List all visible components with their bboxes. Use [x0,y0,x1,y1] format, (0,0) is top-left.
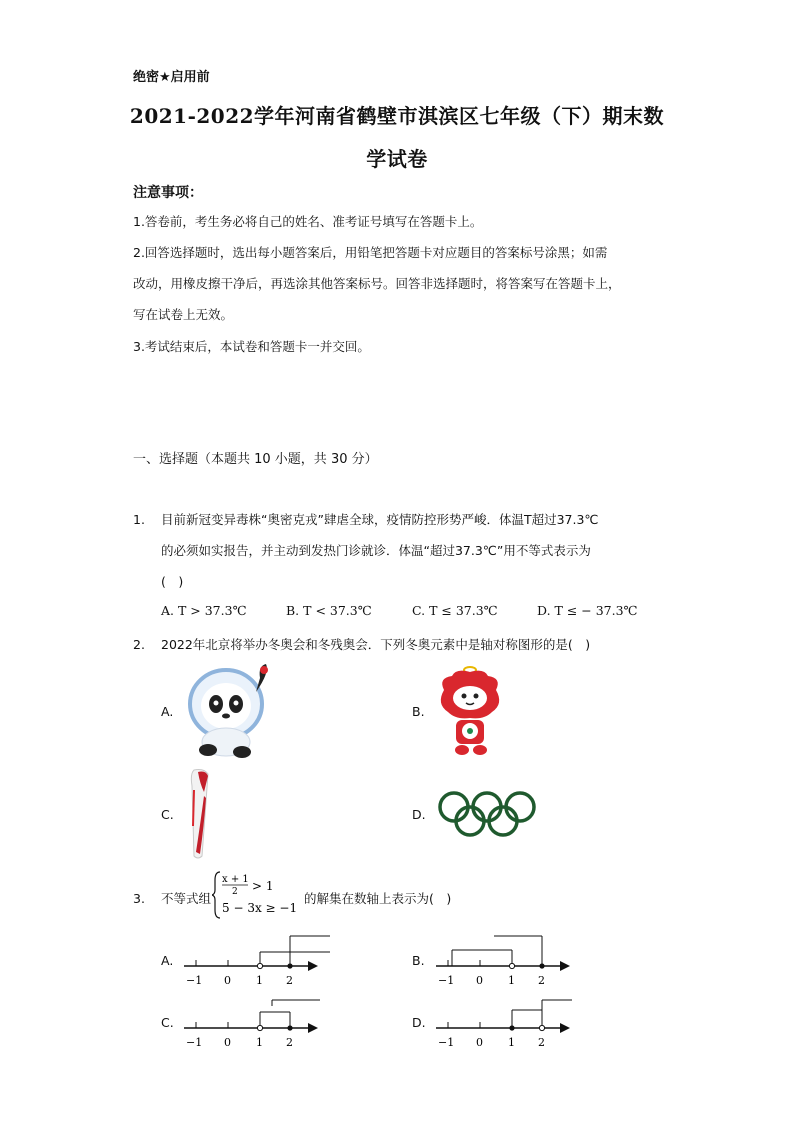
svg-text:2: 2 [538,1036,545,1049]
question-1-line-2: 的必须如实报告，并主动到发热门诊就诊．体温“超过37.3℃”用不等式表示为 [161,543,591,558]
section-heading: 一、选择题（本题共 10 小题，共 30 分） [133,452,378,467]
question-3-number: 3. [133,891,145,906]
question-1-option-c[interactable]: C. T ≤ 37.3℃ [412,603,498,618]
page-title: 2021-2022学年河南省鹤壁市淇滨区七年级（下）期末数 [129,104,665,128]
question-3-suffix: 的解集在数轴上表示为( ) [304,891,452,906]
lantern-mascot-image [434,660,506,758]
question-1-option-d[interactable]: D. T ≤ − 37.3℃ [537,603,638,618]
svg-text:1: 1 [256,1036,263,1049]
question-2-option-c[interactable]: C. [161,807,174,822]
svg-text:2: 2 [538,974,545,987]
number-line-c [180,992,330,1052]
notice-item-2-line-2: 改动，用橡皮擦干净后，再选涂其他答案标号。回答非选择题时，将答案写在答题卡上， [133,276,621,291]
question-2-option-a[interactable]: A. [161,704,174,719]
question-1-line-1: 目前新冠变异毒株“奥密克戎”肆虐全球，疫情防控形势严峻．体温T超过37.3℃ [161,512,599,527]
question-3-option-d[interactable]: D. [412,1015,426,1030]
question-3-option-b[interactable]: B. [412,953,425,968]
ineq1-denominator: 2 [232,887,238,897]
svg-text:0: 0 [224,974,231,987]
svg-text:1: 1 [256,974,263,987]
number-line-d [432,992,582,1052]
svg-text:2: 2 [286,974,293,987]
notice-item-1: 1.答卷前，考生务必将自己的姓名、准考证号填写在答题卡上。 [133,214,483,229]
ineq1-numerator: x + 1 [222,874,249,885]
svg-text:0: 0 [224,1036,231,1049]
svg-text:−1: −1 [438,1036,455,1049]
svg-text:0: 0 [476,1036,483,1049]
notice-item-2-line-3: 写在试卷上无效。 [133,307,234,322]
number-line-a [180,930,330,990]
ineq2: 5 − 3x ≥ −1 [222,901,298,915]
panda-mascot-image [178,662,278,758]
svg-text:0: 0 [476,974,483,987]
question-1-option-a[interactable]: A. T > 37.3℃ [161,603,247,618]
notice-item-2-line-1: 2.回答选择题时，选出每小题答案后，用铅笔把答题卡对应题目的答案标号涂黑；如需 [133,245,608,260]
notice-heading: 注意事项： [133,185,203,201]
question-3-option-c[interactable]: C. [161,1015,174,1030]
question-1-line-3: ( ) [161,574,184,589]
svg-text:2: 2 [286,1036,293,1049]
page-title-continued: 学试卷 [366,147,428,171]
question-1-number: 1. [133,512,145,527]
notice-item-3: 3.考试结束后，本试卷和答题卡一并交回。 [133,339,370,354]
svg-text:1: 1 [508,974,515,987]
question-2-option-b[interactable]: B. [412,704,425,719]
question-2-option-d[interactable]: D. [412,807,426,822]
svg-text:−1: −1 [186,974,203,987]
question-2-text: 2022年北京将举办冬奥会和冬残奥会．下列冬奥元素中是轴对称图形的是( ) [161,637,591,652]
secret-label: 绝密★启用前 [133,70,210,85]
ineq1-rest: > 1 [252,879,274,893]
question-3-option-a[interactable]: A. [161,953,174,968]
question-3-prefix: 不等式组 [161,891,212,906]
inequality-system [212,870,312,920]
svg-text:−1: −1 [186,1036,203,1049]
svg-text:1: 1 [508,1036,515,1049]
svg-text:−1: −1 [438,974,455,987]
question-1-option-b[interactable]: B. T < 37.3℃ [286,603,372,618]
question-2-number: 2. [133,637,145,652]
olympic-rings-image [436,790,538,840]
number-line-b [432,930,582,990]
torch-image [184,766,214,860]
